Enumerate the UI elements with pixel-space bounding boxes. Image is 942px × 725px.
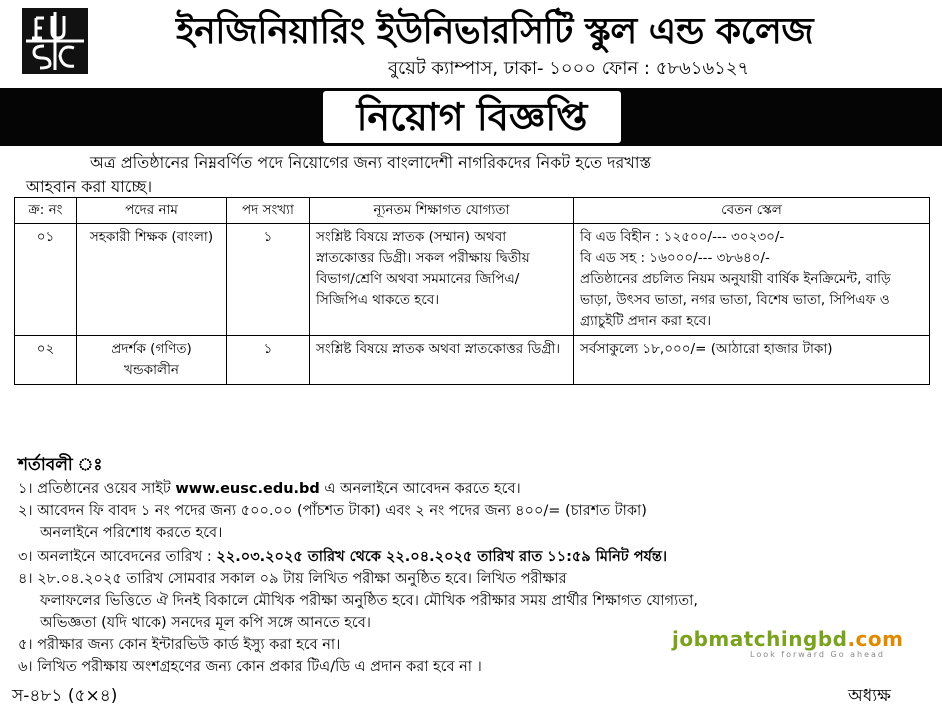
condition-4-line-2: ফলাফলের ভিত্তিতে ঐ দিনই বিকালে মৌখিক পরীক্ষা অনুষ্ঠিত হবে। মৌখিক পরীক্ষার সময় প্রার্থীর শিক্ষাগত যোগ্যতা, <box>40 593 698 609</box>
website-link[interactable]: www.eusc.edu.bd <box>175 481 320 497</box>
condition-2-line-2: অনলাইনে পরিশোধ করতে হবে। <box>40 525 223 541</box>
salary-without-bed: বি এড বিহীন : ১২৫০০/--- ৩০২৩০/- <box>580 229 785 245</box>
row-salary <box>574 336 930 385</box>
condition-6: ৬। লিখিত পরীক্ষায় অংশগ্রহণের জন্য কোন প্রকার টিএ/ডি এ প্রদান করা হবে না । <box>18 659 482 675</box>
condition-1-text-start: ১। প্রতিষ্ঠানের ওয়েব সাইট <box>18 481 176 497</box>
signatory: অধ্যক্ষ <box>848 686 891 706</box>
watermark-name: jobmatchingbd <box>672 627 848 651</box>
row-count: ১ <box>227 336 310 385</box>
vacancy-table <box>14 197 930 385</box>
watermark-logo <box>672 628 932 650</box>
intro-line-1: অত্র প্রতিষ্ঠানের নিম্নবর্ণিত পদে নিয়োগের জন্য বাংলাদেশী নাগরিকদের নিকট হতে দরখাস্ত <box>90 153 652 172</box>
condition-3 <box>18 546 667 568</box>
header-qualification: ন্যূনতম শিক্ষাগত যোগ্যতা <box>310 198 574 224</box>
watermark-tld: .com <box>847 627 904 651</box>
notice-title: নিয়োগ বিজ্ঞপ্তি <box>356 95 588 139</box>
condition-2 <box>18 500 647 544</box>
row-serial: ০২ <box>15 336 77 385</box>
table-header-row <box>15 198 930 224</box>
row-count: ১ <box>227 224 310 336</box>
condition-1-text-end: এ অনলাইনে আবেদন করতে হবে। <box>319 481 521 497</box>
row-qualification: সংশ্লিষ্ট বিষয়ে স্নাতক (সম্মান) অথবা স্নাতকোত্তর ডিগ্রী। সকল পরীক্ষায় দ্বিতীয় বিভাগ/শ্রেণি অথবা সমমানের জিপিএ/ সিজিপিএ থাকতে হবে। <box>310 224 574 336</box>
condition-4-line-1: ৪। ২৮.০৪.২০২৫ তারিখ সোমবার সকাল ০৯ টায় লিখিত পরীক্ষা অনুষ্ঠিত হবে। লিখিত পরীক্ষার <box>18 571 567 587</box>
watermark <box>672 628 932 662</box>
condition-2-line-1: ২। আবেদন ফি বাবদ ১ নং পদের জন্য ৫০০.০০ (পাঁচশত টাকা) এবং ২ নং পদের জন্য ৪০০/= (চারশত টাকা) <box>18 503 647 519</box>
condition-1 <box>18 478 521 500</box>
row-serial: ০১ <box>15 224 77 336</box>
table-row <box>15 336 930 385</box>
salary-with-bed: বি এড সহ : ১৬০০০/--- ৩৮৬৪০/- <box>580 250 770 266</box>
table-row <box>15 224 930 336</box>
salary-benefits: প্রতিষ্ঠানের প্রচলিত নিয়ম অনুযায়ী বার্ষিক ইনক্রিমেন্ট, বাড়ি ভাড়া, উৎসব ভাতা, নগর ভাতা, বিশেষ ভাতা, সিপিএফ ও গ্র্যাচুইটি প্রদান করা হবে। <box>580 271 891 329</box>
header-post: পদের নাম <box>77 198 227 224</box>
memo-number: স-৪৮১ (৫×৪) <box>12 686 118 706</box>
header-count: পদ সংখ্যা <box>227 198 310 224</box>
row-qualification: সংশ্লিষ্ট বিষয়ে স্নাতক অথবা স্নাতকোত্তর ডিগ্রী। <box>310 336 574 385</box>
row-salary <box>574 224 930 336</box>
conditions-heading: শর্তাবলী ঃ <box>18 455 103 475</box>
institution-address: বুয়েট ক্যাম্পাস, ঢাকা- ১০০০ ফোন : ৫৮৬১৬১২৭ <box>388 58 750 79</box>
watermark-tagline: Look forward Go ahead <box>750 650 886 659</box>
condition-4-line-3: অভিজ্ঞতা (যদি থাকে) সনদের মূল কপি সঙ্গে আনতে হবে। <box>40 615 371 631</box>
intro-paragraph <box>26 151 896 199</box>
institution-logo <box>22 8 88 74</box>
application-dates: ২২.০৩.২০২৫ তারিখ থেকে ২২.০৪.২০২৫ তারিখ রাত ১১:৫৯ মিনিট পর্যন্ত। <box>216 549 668 565</box>
condition-4 <box>18 568 698 634</box>
salary-consolidated: সর্বসাকুল্যে ১৮,০০০/= (আঠারো হাজার টাকা) <box>580 341 833 357</box>
row-post: প্রদর্শক (গণিত) খন্ডকালীন <box>77 336 227 385</box>
condition-3-text: ৩। অনলাইনে আবেদনের তারিখ : <box>18 549 217 565</box>
row-post: সহকারী শিক্ষক (বাংলা) <box>77 224 227 336</box>
condition-5: ৫। পরীক্ষার জন্য কোন ইন্টারভিউ কার্ড ইস্যু করা হবে না। <box>18 637 341 653</box>
institution-name: ইনজিনিয়ারিং ইউনিভারসিটি স্কুল এন্ড কলেজ <box>176 11 814 52</box>
header-serial: ক্র: নং <box>15 198 77 224</box>
header-salary: বেতন স্কেল <box>574 198 930 224</box>
intro-line-2: আহবান করা যাচ্ছে। <box>26 177 153 196</box>
